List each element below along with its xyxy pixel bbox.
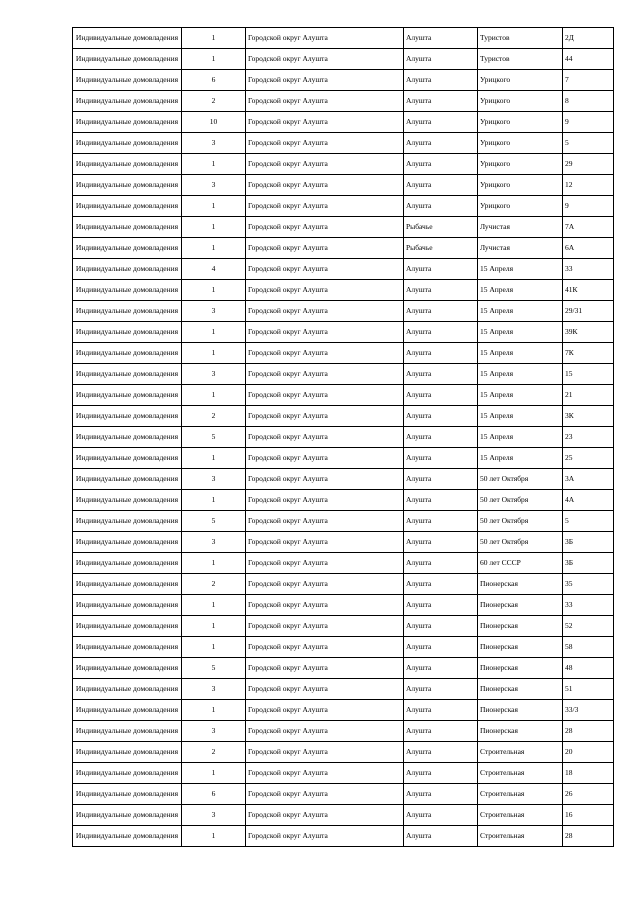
cell-district: Городской округ Алушта (246, 385, 404, 406)
cell-house-number: 29 (563, 154, 614, 175)
cell-house-number: 3Б (563, 553, 614, 574)
cell-house-number: 3К (563, 406, 614, 427)
table-row (73, 364, 614, 385)
table-row (73, 238, 614, 259)
cell-count: 3 (182, 721, 246, 742)
cell-settlement: Алушта (404, 637, 478, 658)
cell-type: Индивидуальные домовладения (73, 616, 182, 637)
cell-house-number: 3А (563, 469, 614, 490)
cell-type: Индивидуальные домовладения (73, 322, 182, 343)
cell-district: Городской округ Алушта (246, 217, 404, 238)
table-row (73, 280, 614, 301)
cell-count: 1 (182, 553, 246, 574)
cell-type: Индивидуальные домовладения (73, 217, 182, 238)
cell-house-number: 52 (563, 616, 614, 637)
cell-settlement: Алушта (404, 364, 478, 385)
cell-district: Городской округ Алушта (246, 364, 404, 385)
cell-street: 15 Апреля (478, 364, 563, 385)
cell-count: 2 (182, 91, 246, 112)
cell-street: Пионерская (478, 679, 563, 700)
cell-house-number: 3Б (563, 532, 614, 553)
cell-district: Городской округ Алушта (246, 280, 404, 301)
cell-type: Индивидуальные домовладения (73, 280, 182, 301)
cell-house-number: 12 (563, 175, 614, 196)
cell-type: Индивидуальные домовладения (73, 595, 182, 616)
cell-district: Городской округ Алушта (246, 427, 404, 448)
cell-count: 1 (182, 826, 246, 847)
cell-settlement: Алушта (404, 406, 478, 427)
cell-district: Городской округ Алушта (246, 133, 404, 154)
cell-settlement: Алушта (404, 784, 478, 805)
cell-district: Городской округ Алушта (246, 574, 404, 595)
cell-house-number: 5 (563, 511, 614, 532)
cell-settlement: Алушта (404, 91, 478, 112)
cell-count: 1 (182, 280, 246, 301)
cell-house-number: 16 (563, 805, 614, 826)
cell-count: 2 (182, 574, 246, 595)
cell-settlement: Алушта (404, 616, 478, 637)
cell-count: 6 (182, 784, 246, 805)
cell-house-number: 21 (563, 385, 614, 406)
cell-settlement: Алушта (404, 742, 478, 763)
cell-house-number: 51 (563, 679, 614, 700)
cell-type: Индивидуальные домовладения (73, 343, 182, 364)
cell-district: Городской округ Алушта (246, 658, 404, 679)
cell-settlement: Алушта (404, 532, 478, 553)
cell-district: Городской округ Алушта (246, 805, 404, 826)
cell-district: Городской округ Алушта (246, 595, 404, 616)
cell-street: Строительная (478, 784, 563, 805)
cell-district: Городской округ Алушта (246, 28, 404, 49)
cell-type: Индивидуальные домовладения (73, 511, 182, 532)
table-row (73, 133, 614, 154)
cell-settlement: Алушта (404, 721, 478, 742)
cell-settlement: Алушта (404, 511, 478, 532)
cell-count: 3 (182, 301, 246, 322)
cell-house-number: 35 (563, 574, 614, 595)
cell-district: Городской округ Алушта (246, 721, 404, 742)
cell-count: 1 (182, 217, 246, 238)
cell-settlement: Алушта (404, 28, 478, 49)
table-row (73, 784, 614, 805)
table-row (73, 532, 614, 553)
cell-type: Индивидуальные домовладения (73, 364, 182, 385)
table-row (73, 259, 614, 280)
cell-count: 3 (182, 133, 246, 154)
cell-type: Индивидуальные домовладения (73, 742, 182, 763)
table-row (73, 490, 614, 511)
cell-type: Индивидуальные домовладения (73, 91, 182, 112)
cell-type: Индивидуальные домовладения (73, 133, 182, 154)
table-row (73, 616, 614, 637)
cell-settlement: Алушта (404, 280, 478, 301)
cell-district: Городской округ Алушта (246, 700, 404, 721)
cell-type: Индивидуальные домовладения (73, 70, 182, 91)
cell-street: 15 Апреля (478, 385, 563, 406)
cell-street: Строительная (478, 763, 563, 784)
cell-district: Городской округ Алушта (246, 763, 404, 784)
table-row (73, 343, 614, 364)
cell-type: Индивидуальные домовладения (73, 28, 182, 49)
cell-type: Индивидуальные домовладения (73, 700, 182, 721)
cell-settlement: Алушта (404, 448, 478, 469)
cell-house-number: 48 (563, 658, 614, 679)
cell-house-number: 8 (563, 91, 614, 112)
cell-type: Индивидуальные домовладения (73, 469, 182, 490)
cell-street: Лучистая (478, 238, 563, 259)
cell-count: 4 (182, 259, 246, 280)
cell-district: Городской округ Алушта (246, 469, 404, 490)
cell-count: 5 (182, 658, 246, 679)
table-row (73, 637, 614, 658)
cell-house-number: 6А (563, 238, 614, 259)
cell-settlement: Алушта (404, 826, 478, 847)
cell-house-number: 7К (563, 343, 614, 364)
cell-count: 1 (182, 322, 246, 343)
cell-district: Городской округ Алушта (246, 322, 404, 343)
cell-count: 1 (182, 763, 246, 784)
cell-count: 1 (182, 343, 246, 364)
cell-street: 50 лет Октября (478, 469, 563, 490)
table-row (73, 49, 614, 70)
table-row (73, 196, 614, 217)
cell-settlement: Алушта (404, 322, 478, 343)
table-row (73, 763, 614, 784)
cell-type: Индивидуальные домовладения (73, 196, 182, 217)
cell-count: 5 (182, 511, 246, 532)
cell-district: Городской округ Алушта (246, 175, 404, 196)
table-row (73, 154, 614, 175)
cell-settlement: Алушта (404, 658, 478, 679)
cell-district: Городской округ Алушта (246, 301, 404, 322)
cell-district: Городской округ Алушта (246, 70, 404, 91)
cell-house-number: 28 (563, 826, 614, 847)
cell-street: Пионерская (478, 595, 563, 616)
cell-street: 15 Апреля (478, 448, 563, 469)
cell-street: 50 лет Октября (478, 532, 563, 553)
table-row (73, 28, 614, 49)
cell-type: Индивидуальные домовладения (73, 238, 182, 259)
cell-count: 3 (182, 175, 246, 196)
cell-type: Индивидуальные домовладения (73, 448, 182, 469)
cell-count: 1 (182, 154, 246, 175)
cell-type: Индивидуальные домовладения (73, 301, 182, 322)
cell-house-number: 33/3 (563, 700, 614, 721)
table-row (73, 595, 614, 616)
cell-street: Урицкого (478, 196, 563, 217)
table-row (73, 70, 614, 91)
table-row (73, 700, 614, 721)
cell-type: Индивидуальные домовладения (73, 175, 182, 196)
cell-settlement: Алушта (404, 595, 478, 616)
cell-count: 1 (182, 700, 246, 721)
cell-district: Городской округ Алушта (246, 679, 404, 700)
table-row (73, 301, 614, 322)
cell-house-number: 33 (563, 595, 614, 616)
table-row (73, 553, 614, 574)
cell-street: Урицкого (478, 91, 563, 112)
cell-street: 15 Апреля (478, 280, 563, 301)
cell-settlement: Алушта (404, 490, 478, 511)
cell-street: 15 Апреля (478, 301, 563, 322)
cell-street: 50 лет Октября (478, 490, 563, 511)
table-row (73, 322, 614, 343)
cell-street: Лучистая (478, 217, 563, 238)
table-row (73, 826, 614, 847)
cell-settlement: Алушта (404, 700, 478, 721)
cell-house-number: 4А (563, 490, 614, 511)
cell-street: Строительная (478, 805, 563, 826)
table-row (73, 469, 614, 490)
cell-type: Индивидуальные домовладения (73, 154, 182, 175)
cell-settlement: Алушта (404, 49, 478, 70)
cell-count: 5 (182, 427, 246, 448)
table-row (73, 805, 614, 826)
cell-type: Индивидуальные домовладения (73, 574, 182, 595)
cell-settlement: Алушта (404, 469, 478, 490)
cell-settlement: Алушта (404, 133, 478, 154)
cell-street: Урицкого (478, 154, 563, 175)
cell-house-number: 58 (563, 637, 614, 658)
cell-street: 50 лет Октября (478, 511, 563, 532)
cell-type: Индивидуальные домовладения (73, 490, 182, 511)
cell-settlement: Рыбачье (404, 238, 478, 259)
cell-district: Городской округ Алушта (246, 511, 404, 532)
cell-type: Индивидуальные домовладения (73, 112, 182, 133)
cell-street: Пионерская (478, 637, 563, 658)
cell-street: Пионерская (478, 700, 563, 721)
cell-street: 15 Апреля (478, 343, 563, 364)
cell-house-number: 20 (563, 742, 614, 763)
cell-count: 1 (182, 637, 246, 658)
cell-house-number: 44 (563, 49, 614, 70)
cell-street: 15 Апреля (478, 406, 563, 427)
cell-house-number: 39К (563, 322, 614, 343)
cell-district: Городской округ Алушта (246, 154, 404, 175)
cell-type: Индивидуальные домовладения (73, 406, 182, 427)
cell-house-number: 26 (563, 784, 614, 805)
cell-street: Пионерская (478, 616, 563, 637)
cell-type: Индивидуальные домовладения (73, 679, 182, 700)
cell-count: 2 (182, 406, 246, 427)
cell-count: 3 (182, 679, 246, 700)
table-row (73, 112, 614, 133)
cell-settlement: Алушта (404, 763, 478, 784)
cell-street: Строительная (478, 826, 563, 847)
cell-street: Пионерская (478, 574, 563, 595)
cell-type: Индивидуальные домовладения (73, 532, 182, 553)
cell-house-number: 25 (563, 448, 614, 469)
cell-settlement: Алушта (404, 196, 478, 217)
cell-street: 60 лет СССР (478, 553, 563, 574)
cell-house-number: 28 (563, 721, 614, 742)
table-row (73, 721, 614, 742)
cell-district: Городской округ Алушта (246, 637, 404, 658)
table-row (73, 91, 614, 112)
cell-street: 15 Апреля (478, 322, 563, 343)
cell-count: 1 (182, 490, 246, 511)
table-row (73, 175, 614, 196)
cell-district: Городской округ Алушта (246, 616, 404, 637)
cell-house-number: 29/31 (563, 301, 614, 322)
cell-district: Городской округ Алушта (246, 112, 404, 133)
cell-district: Городской округ Алушта (246, 238, 404, 259)
table-body (73, 28, 614, 847)
cell-district: Городской округ Алушта (246, 91, 404, 112)
cell-district: Городской округ Алушта (246, 826, 404, 847)
cell-street: 15 Апреля (478, 259, 563, 280)
cell-street: Урицкого (478, 112, 563, 133)
cell-count: 1 (182, 49, 246, 70)
table-row (73, 448, 614, 469)
table-row (73, 658, 614, 679)
table-row (73, 217, 614, 238)
cell-settlement: Алушта (404, 154, 478, 175)
cell-street: Пионерская (478, 721, 563, 742)
cell-type: Индивидуальные домовладения (73, 658, 182, 679)
cell-type: Индивидуальные домовладения (73, 763, 182, 784)
cell-house-number: 18 (563, 763, 614, 784)
cell-count: 1 (182, 448, 246, 469)
cell-house-number: 7А (563, 217, 614, 238)
cell-street: 15 Апреля (478, 427, 563, 448)
table-row (73, 406, 614, 427)
cell-district: Городской округ Алушта (246, 553, 404, 574)
cell-settlement: Алушта (404, 679, 478, 700)
cell-type: Индивидуальные домовладения (73, 805, 182, 826)
cell-count: 1 (182, 595, 246, 616)
cell-district: Городской округ Алушта (246, 406, 404, 427)
cell-district: Городской округ Алушта (246, 532, 404, 553)
cell-settlement: Алушта (404, 112, 478, 133)
table-row (73, 385, 614, 406)
cell-count: 2 (182, 742, 246, 763)
cell-district: Городской округ Алушта (246, 490, 404, 511)
cell-count: 1 (182, 28, 246, 49)
cell-district: Городской округ Алушта (246, 742, 404, 763)
cell-street: Урицкого (478, 133, 563, 154)
cell-house-number: 9 (563, 196, 614, 217)
cell-street: Туристов (478, 49, 563, 70)
table-row (73, 679, 614, 700)
cell-district: Городской округ Алушта (246, 49, 404, 70)
cell-house-number: 2Д (563, 28, 614, 49)
cell-type: Индивидуальные домовладения (73, 259, 182, 280)
cell-count: 3 (182, 364, 246, 385)
cell-settlement: Алушта (404, 259, 478, 280)
cell-house-number: 15 (563, 364, 614, 385)
cell-settlement: Алушта (404, 553, 478, 574)
cell-settlement: Алушта (404, 385, 478, 406)
housing-registry-table (72, 27, 614, 847)
cell-type: Индивидуальные домовладения (73, 49, 182, 70)
cell-count: 3 (182, 469, 246, 490)
cell-house-number: 33 (563, 259, 614, 280)
cell-settlement: Рыбачье (404, 217, 478, 238)
cell-settlement: Алушта (404, 301, 478, 322)
cell-count: 3 (182, 805, 246, 826)
cell-type: Индивидуальные домовладения (73, 637, 182, 658)
table-row (73, 742, 614, 763)
cell-count: 6 (182, 70, 246, 91)
cell-street: Пионерская (478, 658, 563, 679)
cell-settlement: Алушта (404, 427, 478, 448)
cell-house-number: 9 (563, 112, 614, 133)
cell-house-number: 23 (563, 427, 614, 448)
cell-street: Туристов (478, 28, 563, 49)
cell-street: Урицкого (478, 70, 563, 91)
cell-district: Городской округ Алушта (246, 784, 404, 805)
cell-type: Индивидуальные домовладения (73, 784, 182, 805)
cell-house-number: 41К (563, 280, 614, 301)
cell-district: Городской округ Алушта (246, 343, 404, 364)
cell-settlement: Алушта (404, 343, 478, 364)
cell-count: 1 (182, 196, 246, 217)
cell-count: 3 (182, 532, 246, 553)
cell-type: Индивидуальные домовладения (73, 721, 182, 742)
table-row (73, 574, 614, 595)
cell-district: Городской округ Алушта (246, 259, 404, 280)
cell-settlement: Алушта (404, 70, 478, 91)
cell-district: Городской округ Алушта (246, 196, 404, 217)
cell-count: 1 (182, 616, 246, 637)
cell-settlement: Алушта (404, 574, 478, 595)
cell-count: 1 (182, 385, 246, 406)
cell-type: Индивидуальные домовладения (73, 826, 182, 847)
cell-count: 1 (182, 238, 246, 259)
cell-type: Индивидуальные домовладения (73, 553, 182, 574)
cell-street: Строительная (478, 742, 563, 763)
table-row (73, 511, 614, 532)
cell-house-number: 5 (563, 133, 614, 154)
cell-type: Индивидуальные домовладения (73, 427, 182, 448)
table-row (73, 427, 614, 448)
cell-street: Урицкого (478, 175, 563, 196)
cell-type: Индивидуальные домовладения (73, 385, 182, 406)
cell-count: 10 (182, 112, 246, 133)
cell-settlement: Алушта (404, 805, 478, 826)
cell-settlement: Алушта (404, 175, 478, 196)
cell-house-number: 7 (563, 70, 614, 91)
cell-district: Городской округ Алушта (246, 448, 404, 469)
